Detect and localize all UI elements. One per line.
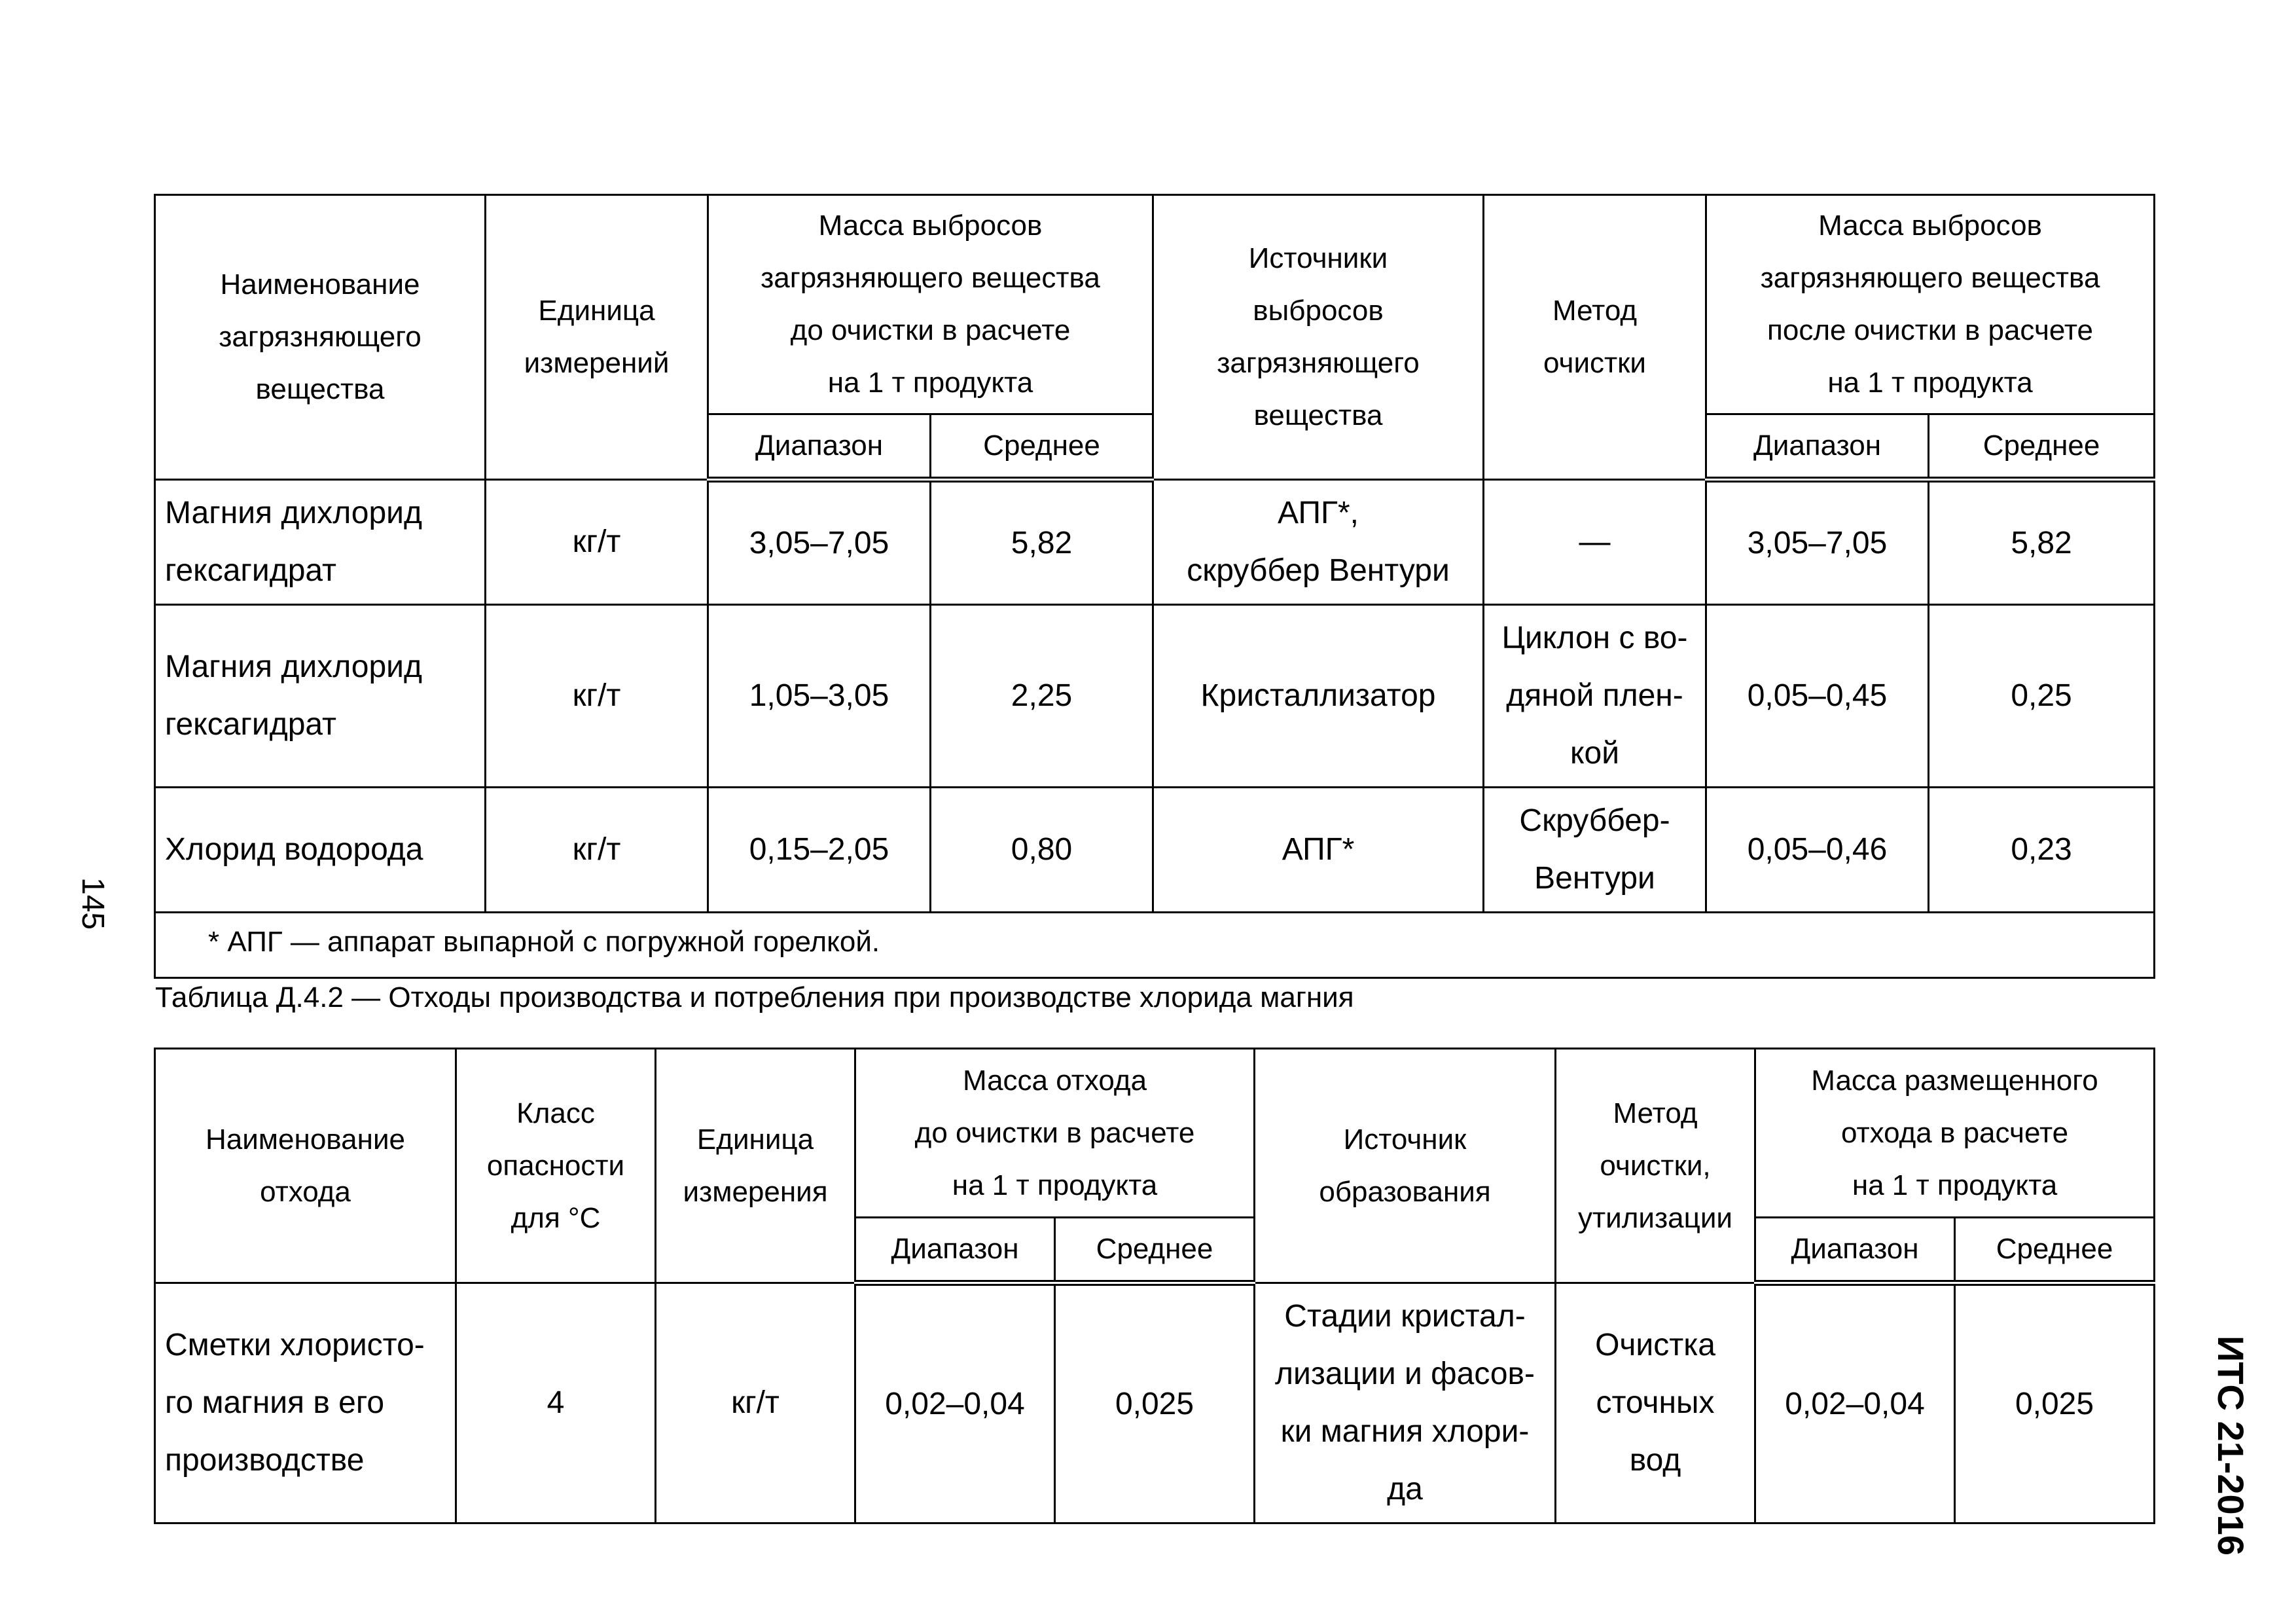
cell-unit: кг/т <box>656 1283 855 1523</box>
cell-range-after: 0,05–0,46 <box>1706 788 1929 913</box>
cell-name: Сметки хлористо- го магния в его производстве <box>155 1283 456 1523</box>
header-mass-after: Масса выбросов загрязняющего вещества после очистки в расчете на 1 т продукта <box>1706 195 2155 414</box>
header-source: Источник образования <box>1255 1049 1556 1283</box>
header-mass-placed: Масса размещенного отхода в расчете на 1 т продукта <box>1755 1049 2155 1218</box>
cell-range-before: 1,05–3,05 <box>708 605 931 788</box>
header-range-before: Диапазон <box>855 1218 1055 1283</box>
cell-range-after: 3,05–7,05 <box>1706 480 1929 605</box>
cell-source: АПГ* <box>1153 788 1484 913</box>
header-sources: Источники выбросов загрязняющего вещества <box>1153 195 1484 480</box>
cell-avg-after: 0,25 <box>1929 605 2155 788</box>
header-unit: Единица измерений <box>486 195 708 480</box>
header-range-before: Диапазон <box>708 414 931 480</box>
cell-method: Очистка сточных вод <box>1556 1283 1755 1523</box>
header-substance-name: Наименование загрязняющего вещества <box>155 195 486 480</box>
cell-unit: кг/т <box>486 605 708 788</box>
cell-avg-before: 5,82 <box>931 480 1153 605</box>
cell-range-before: 3,05–7,05 <box>708 480 931 605</box>
table-caption: Таблица Д.4.2 — Отходы производства и потребления при производстве хлорида магния <box>155 981 1354 1013</box>
header-average-placed: Среднее <box>1955 1218 2155 1283</box>
cell-avg-after: 0,23 <box>1929 788 2155 913</box>
header-waste-name: Наименование отхода <box>155 1049 456 1283</box>
cell-unit: кг/т <box>486 788 708 913</box>
cell-range-before: 0,02–0,04 <box>855 1283 1055 1523</box>
cell-range-placed: 0,02–0,04 <box>1755 1283 1955 1523</box>
table-footnote: * АПГ — аппарат выпарной с погружной горелкой. <box>155 913 2155 978</box>
cell-source: Кристаллизатор <box>1153 605 1484 788</box>
cell-hazard-class: 4 <box>456 1283 656 1523</box>
cell-name: Магния дихлорид гексагидрат <box>155 605 486 788</box>
cell-range-after: 0,05–0,45 <box>1706 605 1929 788</box>
header-unit: Единица измерения <box>656 1049 855 1283</box>
cell-unit: кг/т <box>486 480 708 605</box>
header-method: Метод очистки, утилизации <box>1556 1049 1755 1283</box>
table-row <box>155 788 2155 913</box>
header-average-before: Среднее <box>1055 1218 1255 1283</box>
table-row <box>155 1283 2155 1523</box>
cell-avg-before: 0,025 <box>1055 1283 1255 1523</box>
cell-avg-before: 2,25 <box>931 605 1153 788</box>
header-range-after: Диапазон <box>1706 414 1929 480</box>
header-hazard-class: Класс опасности для °С <box>456 1049 656 1283</box>
cell-method: Циклон с во- дяной плен- кой <box>1484 605 1706 788</box>
cell-method: — <box>1484 480 1706 605</box>
page-number: 145 <box>75 877 110 930</box>
cell-name: Хлорид водорода <box>155 788 486 913</box>
cell-avg-before: 0,80 <box>931 788 1153 913</box>
header-method: Метод очистки <box>1484 195 1706 480</box>
header-average-before: Среднее <box>931 414 1153 480</box>
cell-range-before: 0,15–2,05 <box>708 788 931 913</box>
document-code: ИТС 21-2016 <box>2210 1336 2251 1556</box>
cell-source: Стадии кристал- лизации и фасов- ки магния хлори- да <box>1255 1283 1556 1523</box>
cell-name: Магния дихлорид гексагидрат <box>155 480 486 605</box>
header-mass-before: Масса выбросов загрязняющего вещества до очистки в расчете на 1 т продукта <box>708 195 1153 414</box>
cell-avg-placed: 0,025 <box>1955 1283 2155 1523</box>
header-average-after: Среднее <box>1929 414 2155 480</box>
table-row <box>155 480 2155 605</box>
cell-method: Скруббер- Вентури <box>1484 788 1706 913</box>
header-range-placed: Диапазон <box>1755 1218 1955 1283</box>
table-row <box>155 605 2155 788</box>
waste-table <box>154 1048 2155 1524</box>
emissions-table <box>154 194 2155 979</box>
cell-avg-after: 5,82 <box>1929 480 2155 605</box>
cell-source: АПГ*, скруббер Вентури <box>1153 480 1484 605</box>
header-mass-before: Масса отхода до очистки в расчете на 1 т продукта <box>855 1049 1255 1218</box>
